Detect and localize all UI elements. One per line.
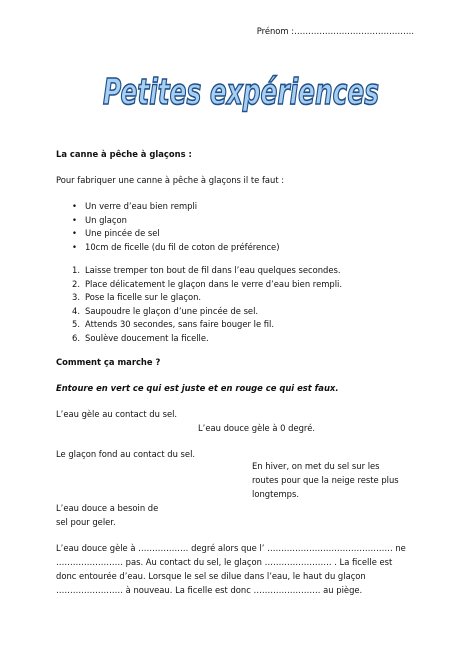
fill-line-3: donc entourée d’eau. Lorsque le sel se dilue dans l’eau, le haut du glaçon bbox=[56, 571, 366, 581]
statement-5-line-2: sel pour geler. bbox=[56, 517, 116, 527]
section1-intro: Pour fabriquer une canne à pêche à glaçons il te faut : bbox=[56, 175, 285, 185]
list-item: 4. Saupoudre le glaçon d’une pincée de sel. bbox=[72, 305, 259, 316]
prenom-field: Prénom :……………………………………. bbox=[256, 26, 414, 36]
list-item: • 10cm de ficelle (du fil de coton de préférence) bbox=[72, 241, 280, 252]
statement-4-line-3: longtemps. bbox=[252, 489, 300, 499]
statement-4-line-1: En hiver, on met du sel sur les bbox=[252, 461, 380, 471]
materials-list bbox=[56, 200, 436, 254]
statement-4-line-2: routes pour que la neige reste plus bbox=[252, 475, 399, 485]
statement-2: L’eau douce gèle à 0 degré. bbox=[198, 423, 316, 433]
section1-heading: La canne à pêche à glaçons : bbox=[56, 149, 192, 159]
list-item: 1. Laisse tremper ton bout de fil dans l’eau quelques secondes. bbox=[72, 265, 341, 275]
page-title-text: Petites expériences bbox=[103, 72, 379, 113]
list-item: 6. Soulève doucement la ficelle. bbox=[72, 332, 209, 343]
list-item: 3. Pose la ficelle sur le glaçon. bbox=[72, 292, 202, 302]
page-title bbox=[0, 66, 470, 126]
statement-5-line-1: L’eau douce a besoin de bbox=[56, 503, 159, 513]
section2-instruction: Entoure en vert ce qui est juste et en rouge ce qui est faux. bbox=[56, 383, 339, 393]
section2-heading: Comment ça marche ? bbox=[56, 357, 161, 367]
statement-3: Le glaçon fond au contact du sel. bbox=[56, 449, 196, 459]
statement-1: L’eau gèle au contact du sel. bbox=[56, 409, 178, 419]
list-item: • Un verre d’eau bien rempli bbox=[72, 201, 198, 211]
steps-list bbox=[56, 264, 436, 345]
list-item: 5. Attends 30 secondes, sans faire bouger le fil. bbox=[72, 319, 275, 329]
list-item: • Un glaçon bbox=[72, 214, 127, 225]
list-item: 2. Place délicatement le glaçon dans le verre d’eau bien rempli. bbox=[72, 278, 343, 289]
fill-line-4: …………………… à nouveau. La ficelle est donc …………………… au piège. bbox=[56, 585, 363, 595]
fill-line-2: …………………… pas. Au contact du sel, le glaçon …………………… . La ficelle est bbox=[56, 557, 393, 567]
list-item: • Une pincée de sel bbox=[72, 228, 160, 238]
fill-line-1: L’eau douce gèle à ……………… degré alors que l’ ……………………………………… ne bbox=[56, 543, 406, 553]
